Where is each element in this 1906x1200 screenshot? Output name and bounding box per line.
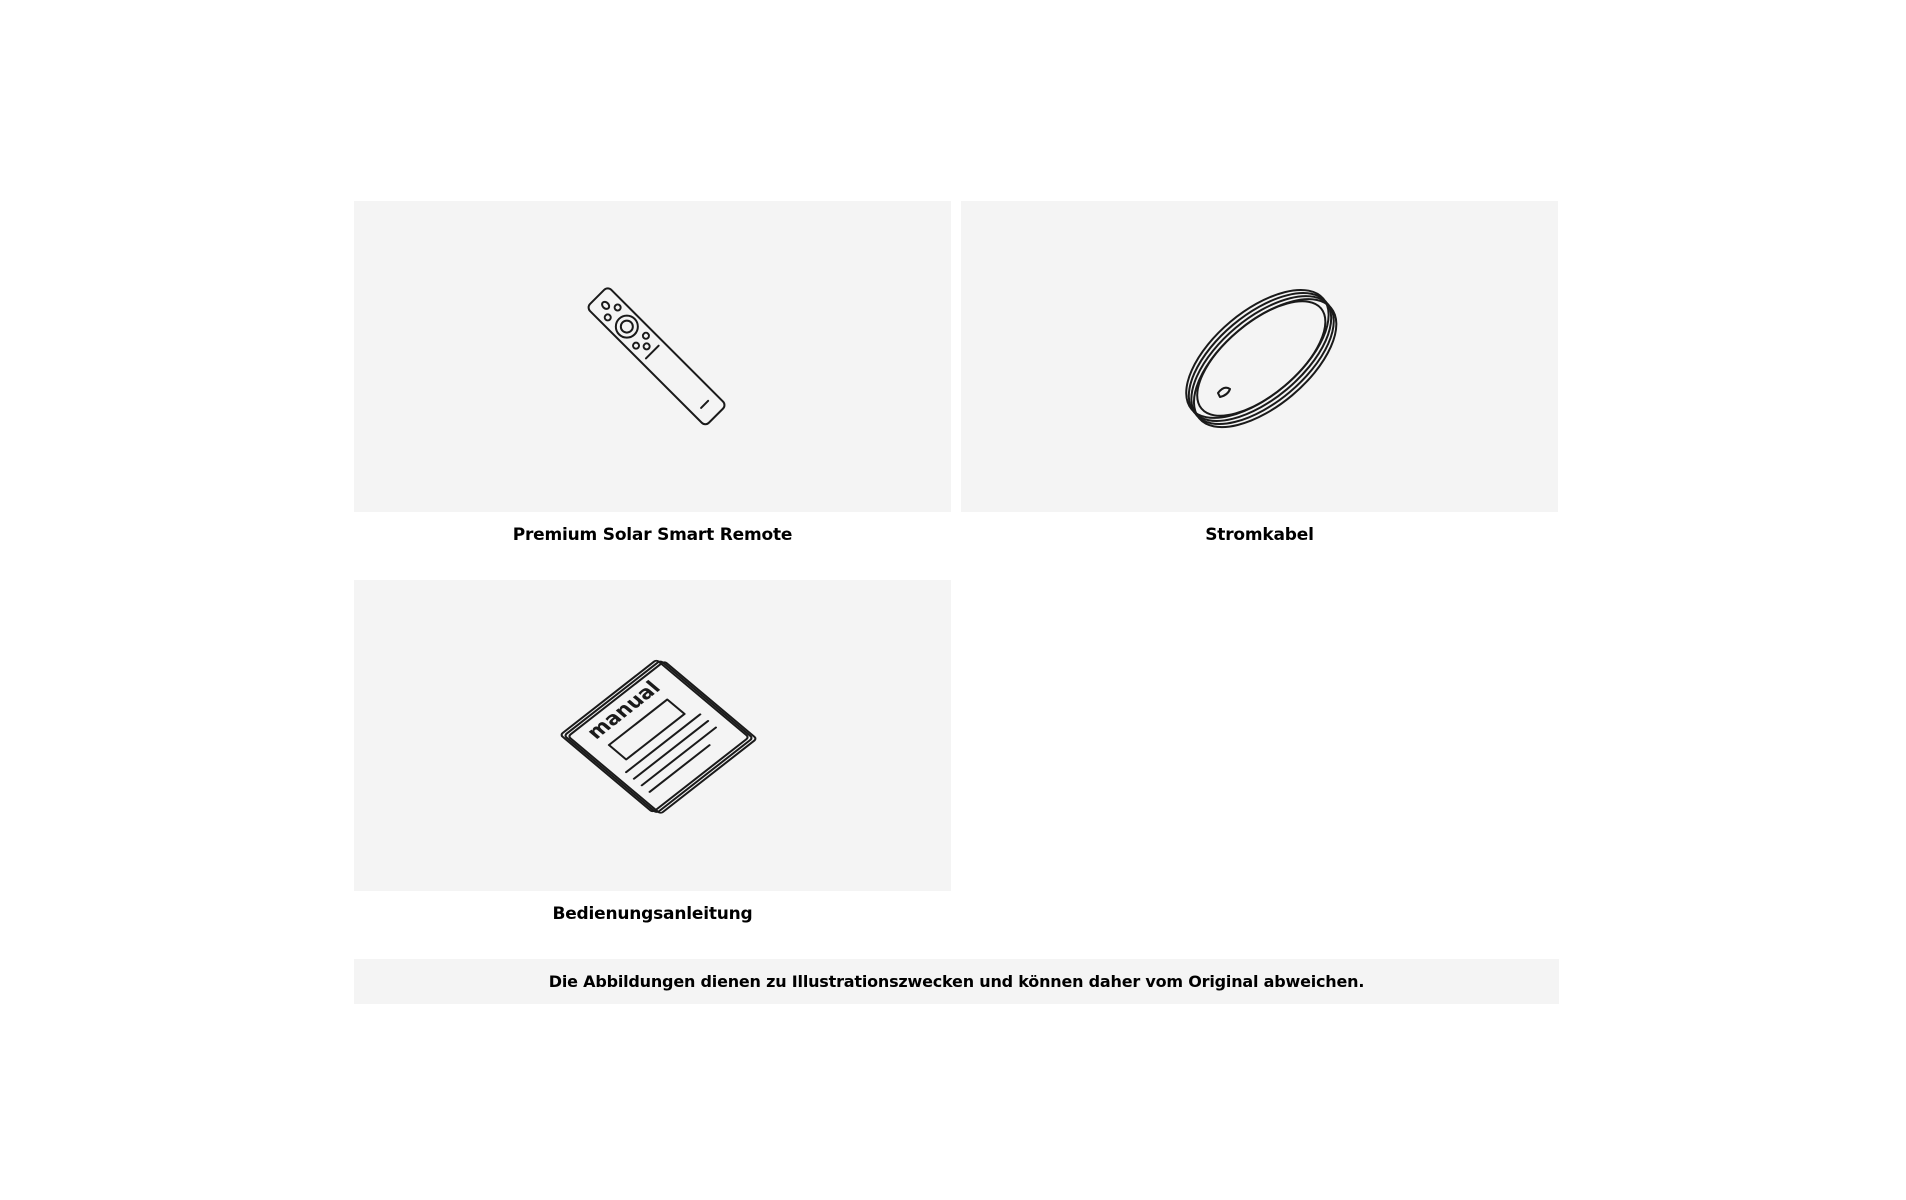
item-image-cable xyxy=(961,201,1558,512)
item-image-remote xyxy=(354,201,951,512)
power-cable-icon xyxy=(1160,257,1360,457)
item-card-manual xyxy=(354,580,951,924)
manual-cover-text: manual xyxy=(580,675,665,743)
item-card-cable xyxy=(961,201,1558,545)
item-label-manual: Bedienungsanleitung xyxy=(552,904,753,924)
disclaimer-banner: Die Abbildungen dienen zu Illustrationszwecken und können daher vom Original abweichen. xyxy=(354,959,1559,1004)
item-label-remote: Premium Solar Smart Remote xyxy=(512,525,793,545)
manual-icon xyxy=(543,636,763,836)
remote-icon xyxy=(553,257,753,457)
item-image-manual xyxy=(354,580,951,891)
item-card-remote xyxy=(354,201,951,545)
item-label-cable: Stromkabel xyxy=(1205,525,1314,545)
